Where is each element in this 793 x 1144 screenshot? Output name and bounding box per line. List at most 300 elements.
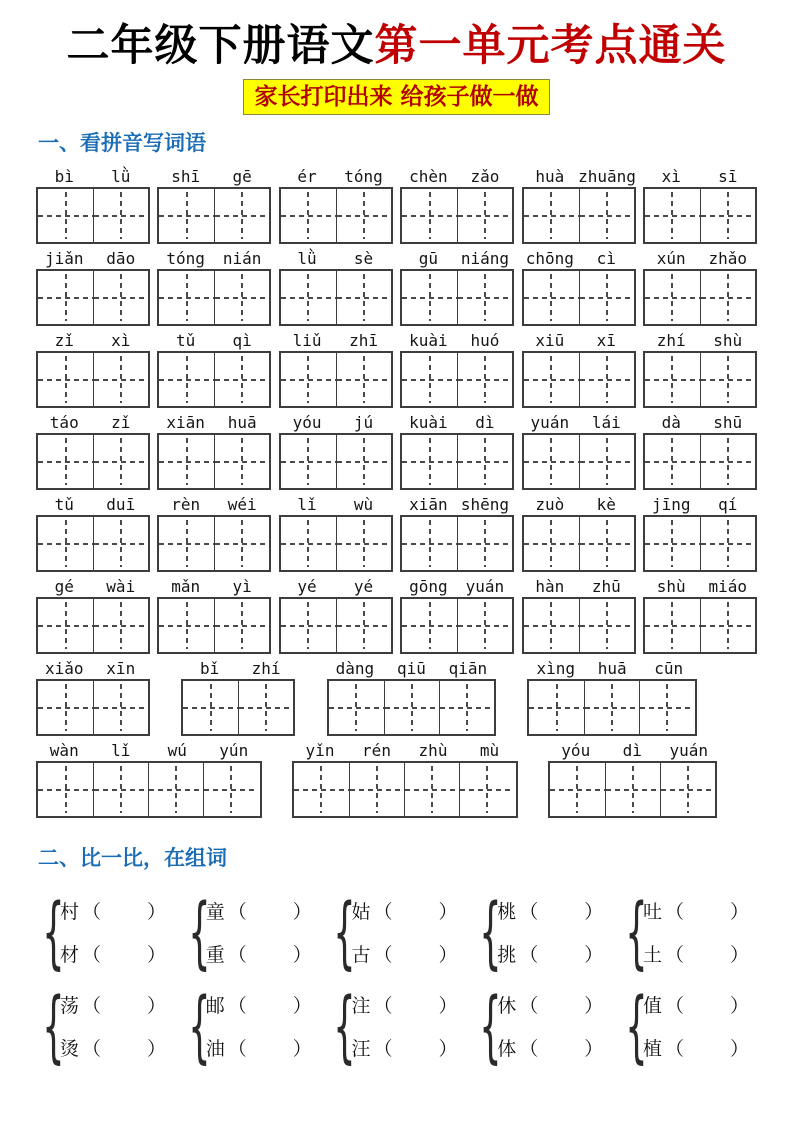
pinyin-syllable: zhí — [656, 331, 686, 351]
pinyin-word-group — [279, 413, 393, 490]
hanzi-char: 植 — [642, 1037, 662, 1060]
pinyin-word-group — [279, 249, 393, 326]
writing-grid — [36, 269, 150, 326]
pinyin-syllable: cì — [596, 249, 616, 269]
writing-cell — [645, 353, 700, 406]
pinyin-label-row — [548, 741, 718, 761]
answer-blank — [684, 1005, 730, 1006]
pinyin-syllable: wú — [167, 741, 187, 761]
writing-grid — [400, 597, 514, 654]
word-pair-group — [471, 888, 604, 979]
word-pair-line — [60, 901, 166, 923]
writing-grid — [157, 515, 271, 572]
writing-cell — [38, 517, 93, 570]
pinyin-word-group — [643, 331, 757, 408]
pinyin-syllable: lǐ — [111, 741, 131, 761]
paren-open: （ — [519, 994, 539, 1017]
pinyin-syllable: kuài — [409, 413, 448, 433]
paren-close: ） — [729, 943, 749, 966]
writing-cell — [93, 189, 148, 242]
pinyin-syllable: zhuāng — [578, 167, 636, 187]
pinyin-label-row — [643, 577, 757, 597]
pinyin-label-row — [279, 495, 393, 515]
paren-open: （ — [82, 994, 102, 1017]
pinyin-syllable: zhǎo — [708, 249, 747, 269]
writing-cell — [329, 681, 384, 734]
writing-cell — [159, 517, 214, 570]
writing-cell — [214, 189, 269, 242]
word-pair-line — [643, 944, 749, 966]
writing-cell — [645, 517, 700, 570]
writing-cell — [550, 763, 605, 816]
pinyin-syllable: lái — [591, 413, 621, 433]
banner-row — [0, 79, 793, 115]
pinyin-syllable: lǐ — [297, 495, 317, 515]
writing-cell — [159, 353, 214, 406]
pinyin-row — [36, 167, 757, 244]
pinyin-syllable: lǜ — [297, 249, 317, 269]
writing-cell — [336, 271, 391, 324]
pinyin-syllable: zǎo — [470, 167, 500, 187]
pinyin-syllable: rèn — [171, 495, 201, 515]
pinyin-syllable: huó — [470, 331, 500, 351]
word-pair-line — [60, 995, 166, 1017]
pinyin-word-group — [643, 413, 757, 490]
answer-blank — [247, 954, 293, 955]
pinyin-syllable: gé — [54, 577, 74, 597]
writing-cell — [579, 271, 634, 324]
paren-open: （ — [82, 1037, 102, 1060]
pinyin-syllable: táo — [49, 413, 79, 433]
writing-cell — [700, 271, 755, 324]
paren-open: （ — [519, 1037, 539, 1060]
pinyin-syllable: rén — [362, 741, 391, 761]
pinyin-label-row — [400, 577, 514, 597]
pinyin-syllable: qí — [718, 495, 738, 515]
hanzi-char: 古 — [351, 943, 371, 966]
pinyin-syllable: nián — [222, 249, 262, 269]
pinyin-syllable: tóng — [344, 167, 383, 187]
pinyin-word-group — [292, 741, 518, 818]
pinyin-word-group — [36, 331, 150, 408]
pinyin-syllable: wéi — [227, 495, 257, 515]
pinyin-label-row — [327, 659, 497, 679]
writing-cell — [159, 189, 214, 242]
writing-cell — [459, 763, 514, 816]
pinyin-word-group — [36, 249, 150, 326]
writing-cell — [336, 435, 391, 488]
pinyin-word-group — [400, 331, 514, 408]
answer-blank — [538, 1048, 584, 1049]
writing-grid — [279, 269, 393, 326]
writing-cell — [639, 681, 694, 734]
pinyin-word-group — [522, 577, 636, 654]
writing-cell — [402, 353, 457, 406]
paren-close: ） — [147, 994, 167, 1017]
pinyin-label-row — [157, 495, 271, 515]
pinyin-label-row — [157, 249, 271, 269]
paren-open: （ — [519, 943, 539, 966]
writing-grid — [36, 433, 150, 490]
brace-icon: { — [333, 888, 357, 979]
writing-grid — [279, 597, 393, 654]
writing-cell — [214, 435, 269, 488]
writing-grid — [279, 433, 393, 490]
writing-grid — [527, 679, 697, 736]
writing-grid — [279, 515, 393, 572]
writing-cell — [148, 763, 203, 816]
pinyin-syllable: bǐ — [199, 659, 220, 679]
pinyin-syllable: jú — [353, 413, 374, 433]
word-pair-group — [180, 888, 312, 979]
pinyin-syllable: shù — [713, 331, 743, 351]
paren-close: ） — [584, 900, 604, 923]
writing-cell — [402, 271, 457, 324]
pinyin-syllable: mù — [479, 741, 500, 761]
pinyin-label-row — [643, 331, 757, 351]
hanzi-char: 烫 — [60, 1037, 80, 1060]
pinyin-syllable: gōng — [409, 577, 448, 597]
hanzi-char: 挑 — [497, 943, 517, 966]
writing-cell — [579, 517, 634, 570]
pinyin-label-row — [36, 413, 150, 433]
pinyin-syllable: liǔ — [292, 331, 322, 351]
writing-grid — [36, 761, 262, 818]
pinyin-word-group — [279, 495, 393, 572]
pinyin-syllable: tǔ — [176, 331, 196, 351]
pinyin-syllable: hàn — [535, 577, 565, 597]
writing-cell — [38, 763, 93, 816]
paren-close: ） — [292, 1037, 312, 1060]
pinyin-word-group — [36, 577, 150, 654]
pinyin-syllable: sè — [353, 249, 374, 269]
hanzi-char: 邮 — [205, 994, 225, 1017]
writing-grid — [36, 187, 150, 244]
writing-grid — [157, 187, 271, 244]
writing-grid — [36, 679, 150, 736]
writing-cell — [529, 681, 584, 734]
writing-cell — [402, 189, 457, 242]
answer-blank — [101, 1048, 147, 1049]
word-pair-line — [206, 1038, 312, 1060]
paren-open: （ — [227, 943, 247, 966]
paren-close: ） — [584, 1037, 604, 1060]
paren-close: ） — [438, 994, 458, 1017]
writing-cell — [214, 599, 269, 652]
pinyin-label-row — [400, 495, 514, 515]
pinyin-syllable: zhù — [418, 741, 448, 761]
pinyin-word-group — [157, 413, 271, 490]
writing-cell — [524, 517, 579, 570]
pinyin-word-group — [400, 413, 514, 490]
word-pair-lines — [497, 995, 603, 1060]
pinyin-row — [36, 741, 757, 818]
writing-cell — [457, 599, 512, 652]
writing-grid — [36, 597, 150, 654]
paren-open: （ — [519, 900, 539, 923]
writing-cell — [214, 271, 269, 324]
word-pair-line — [351, 995, 457, 1017]
paren-close: ） — [147, 900, 167, 923]
pinyin-syllable: huā — [597, 659, 627, 679]
paren-open: （ — [664, 900, 684, 923]
pinyin-syllable: dāo — [106, 249, 136, 269]
brace-icon: { — [187, 888, 211, 979]
pinyin-syllable: ér — [297, 167, 317, 187]
writing-cell — [336, 189, 391, 242]
pinyin-label-row — [181, 659, 295, 679]
word-pair-line — [206, 995, 312, 1017]
pinyin-label-row — [279, 331, 393, 351]
word-pair-line — [206, 901, 312, 923]
pinyin-syllable: zhū — [591, 577, 621, 597]
writing-grid — [522, 433, 636, 490]
writing-cell — [336, 353, 391, 406]
brace-icon: { — [42, 888, 65, 979]
pinyin-label-row — [643, 413, 757, 433]
pinyin-word-group — [400, 495, 514, 572]
answer-blank — [393, 911, 439, 912]
writing-grid — [522, 269, 636, 326]
pinyin-word-group — [527, 659, 697, 736]
pinyin-syllable: chèn — [409, 167, 448, 187]
hanzi-char: 注 — [351, 994, 371, 1017]
writing-cell — [579, 353, 634, 406]
page-title — [0, 22, 793, 71]
writing-cell — [457, 189, 512, 242]
pinyin-syllable: shī — [171, 167, 201, 187]
paren-open: （ — [227, 1037, 247, 1060]
paren-close: ） — [292, 943, 312, 966]
paren-close: ） — [729, 900, 749, 923]
pinyin-syllable: zǐ — [54, 331, 74, 351]
paren-open: （ — [373, 1037, 393, 1060]
word-pair-line — [60, 944, 166, 966]
brace-icon: { — [479, 888, 502, 979]
writing-grid — [279, 351, 393, 408]
word-pair-line — [497, 1038, 603, 1060]
pinyin-label-row — [643, 495, 757, 515]
pinyin-row — [36, 249, 757, 326]
pinyin-label-row — [157, 331, 271, 351]
pinyin-grid-section — [0, 167, 793, 818]
pinyin-syllable: tóng — [166, 249, 205, 269]
answer-blank — [101, 1005, 147, 1006]
hanzi-char: 重 — [205, 943, 225, 966]
pinyin-word-group — [36, 167, 150, 244]
writing-cell — [457, 353, 512, 406]
brace-icon: { — [625, 982, 648, 1073]
writing-cell — [93, 763, 148, 816]
pinyin-word-group — [643, 167, 757, 244]
writing-cell — [294, 763, 349, 816]
paren-close: ） — [147, 1037, 167, 1060]
writing-cell — [402, 599, 457, 652]
writing-cell — [38, 599, 93, 652]
pinyin-syllable: jiǎn — [44, 249, 84, 269]
writing-grid — [157, 597, 271, 654]
answer-blank — [393, 1005, 439, 1006]
writing-cell — [579, 435, 634, 488]
writing-grid — [36, 515, 150, 572]
pinyin-syllable: wù — [353, 495, 374, 515]
writing-cell — [524, 353, 579, 406]
word-pair-group — [617, 982, 749, 1073]
writing-cell — [38, 681, 93, 734]
writing-cell — [457, 271, 512, 324]
word-pair-group — [325, 888, 458, 979]
pinyin-syllable: huà — [535, 167, 565, 187]
paren-open: （ — [227, 994, 247, 1017]
pinyin-label-row — [157, 167, 271, 187]
pinyin-label-row — [400, 413, 514, 433]
hanzi-char: 值 — [642, 994, 662, 1017]
writing-grid — [643, 187, 757, 244]
pinyin-syllable: qiū — [396, 659, 426, 679]
writing-cell — [457, 517, 512, 570]
pinyin-syllable: yuán — [530, 413, 570, 433]
writing-cell — [700, 353, 755, 406]
writing-cell — [38, 435, 93, 488]
pinyin-label-row — [157, 413, 271, 433]
pinyin-word-group — [279, 331, 393, 408]
pinyin-syllable: cūn — [654, 659, 684, 679]
answer-blank — [393, 1048, 439, 1049]
pinyin-syllable: gē — [232, 167, 252, 187]
pinyin-label-row — [522, 167, 636, 187]
writing-grid — [279, 187, 393, 244]
writing-cell — [524, 435, 579, 488]
pinyin-word-group — [522, 249, 636, 326]
pinyin-word-group — [157, 167, 271, 244]
pinyin-label-row — [522, 495, 636, 515]
paren-close: ） — [438, 943, 458, 966]
pinyin-syllable: yuán — [465, 577, 505, 597]
page-title-black: 二年级下册语文 — [66, 21, 375, 71]
pinyin-word-group — [279, 167, 393, 244]
pinyin-word-group — [36, 741, 262, 818]
answer-blank — [247, 1005, 293, 1006]
pinyin-syllable: yǐn — [305, 741, 335, 761]
paren-open: （ — [373, 943, 393, 966]
pinyin-label-row — [36, 495, 150, 515]
pinyin-label-row — [522, 413, 636, 433]
pinyin-word-group — [522, 167, 636, 244]
pinyin-label-row — [279, 577, 393, 597]
writing-cell — [281, 189, 336, 242]
pinyin-syllable: dà — [661, 413, 681, 433]
pinyin-label-row — [400, 331, 514, 351]
pinyin-syllable: kuài — [409, 331, 448, 351]
pinyin-word-group — [522, 495, 636, 572]
answer-blank — [538, 911, 584, 912]
writing-cell — [38, 353, 93, 406]
writing-cell — [336, 517, 391, 570]
pinyin-syllable: dì — [475, 413, 495, 433]
writing-grid — [157, 433, 271, 490]
writing-cell — [203, 763, 258, 816]
word-pair-line — [497, 944, 603, 966]
pinyin-syllable: duī — [106, 495, 136, 515]
paren-open: （ — [82, 943, 102, 966]
pinyin-syllable: xiān — [166, 413, 205, 433]
word-pair-lines — [60, 995, 166, 1060]
answer-blank — [101, 911, 147, 912]
section1-heading: 一、看拼音写词语 — [38, 130, 206, 156]
word-pair-line — [643, 995, 749, 1017]
pinyin-syllable: jīng — [651, 495, 691, 515]
writing-cell — [93, 681, 148, 734]
word-pair-lines — [206, 901, 312, 966]
hanzi-char: 材 — [60, 943, 80, 966]
pinyin-label-row — [36, 741, 262, 761]
writing-cell — [281, 353, 336, 406]
hanzi-char: 体 — [497, 1037, 517, 1060]
word-pair-lines — [497, 901, 603, 966]
pinyin-label-row — [400, 167, 514, 187]
word-pairs-row — [0, 888, 793, 979]
writing-grid — [522, 597, 636, 654]
pinyin-word-group — [157, 495, 271, 572]
pinyin-word-group — [400, 577, 514, 654]
answer-blank — [538, 1005, 584, 1006]
word-pair-line — [351, 901, 457, 923]
pinyin-syllable: xì — [111, 331, 131, 351]
writing-grid — [643, 515, 757, 572]
hanzi-char: 吐 — [642, 900, 662, 923]
word-pair-group — [34, 888, 167, 979]
word-pair-line — [497, 901, 603, 923]
pinyin-syllable: xiū — [535, 331, 565, 351]
paren-close: ） — [438, 1037, 458, 1060]
pinyin-word-group — [522, 413, 636, 490]
pinyin-word-group — [36, 413, 150, 490]
writing-cell — [159, 435, 214, 488]
writing-grid — [643, 269, 757, 326]
writing-cell — [238, 681, 293, 734]
writing-cell — [605, 763, 660, 816]
writing-cell — [349, 763, 404, 816]
pinyin-label-row — [522, 331, 636, 351]
pinyin-syllable: wàn — [49, 741, 79, 761]
pinyin-word-group — [181, 659, 295, 736]
answer-blank — [684, 911, 730, 912]
writing-cell — [183, 681, 238, 734]
pinyin-word-group — [279, 577, 393, 654]
writing-cell — [700, 517, 755, 570]
paren-open: （ — [373, 994, 393, 1017]
pinyin-syllable: xún — [656, 249, 686, 269]
paren-close: ） — [292, 994, 312, 1017]
word-pair-lines — [60, 901, 166, 966]
hanzi-char: 童 — [205, 900, 225, 923]
pinyin-syllable: shū — [713, 413, 743, 433]
writing-grid — [400, 515, 514, 572]
word-pairs-section — [0, 888, 793, 1073]
paren-close: ） — [584, 943, 604, 966]
writing-grid — [157, 269, 271, 326]
pinyin-syllable: niáng — [460, 249, 509, 269]
paren-close: ） — [729, 1037, 749, 1060]
pinyin-syllable: chōng — [525, 249, 574, 269]
writing-cell — [159, 271, 214, 324]
word-pair-line — [497, 995, 603, 1017]
hanzi-char: 休 — [497, 994, 517, 1017]
pinyin-label-row — [157, 577, 271, 597]
pinyin-label-row — [36, 249, 150, 269]
pinyin-syllable: yì — [232, 577, 252, 597]
pinyin-syllable: shēng — [460, 495, 509, 515]
